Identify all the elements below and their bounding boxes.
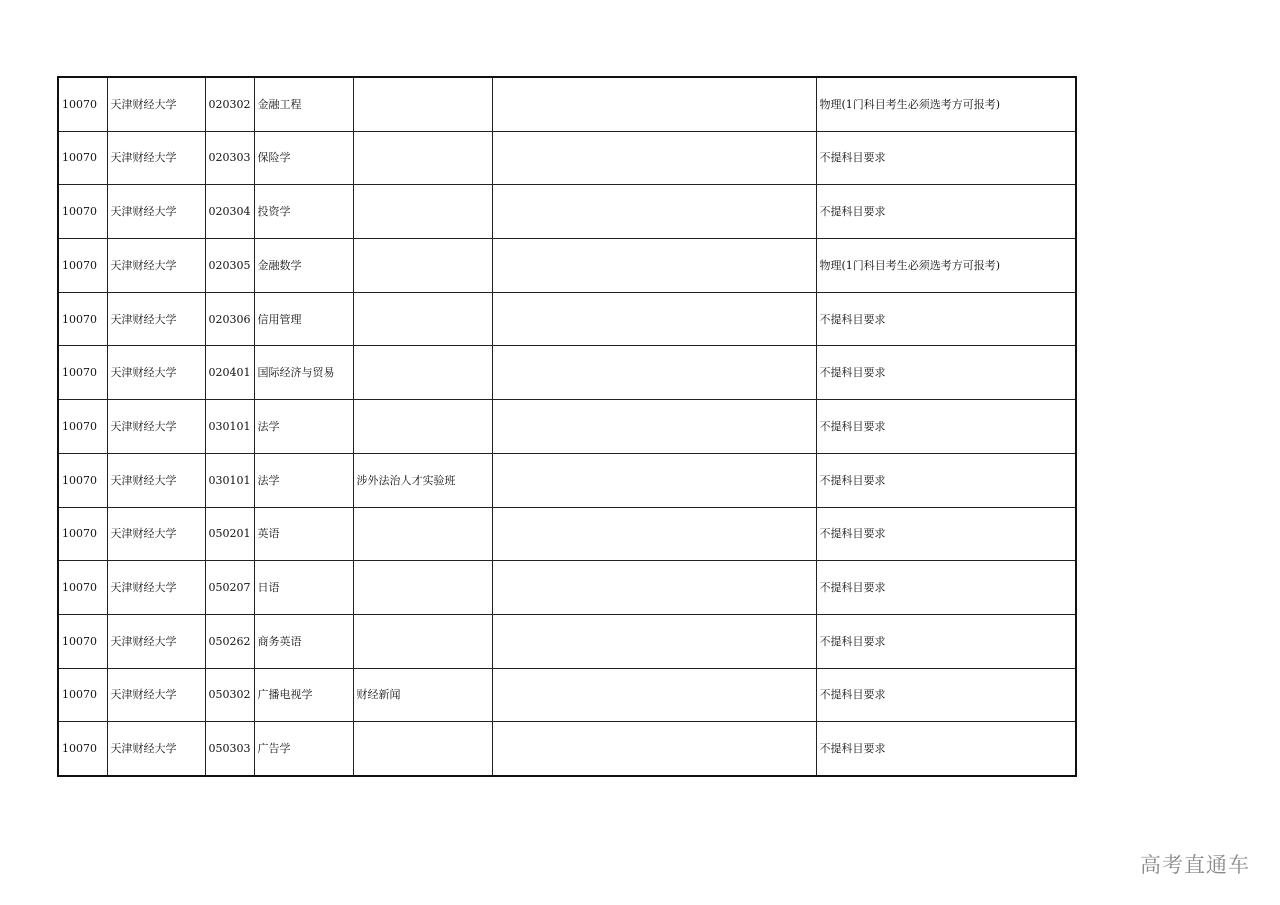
cell-requirement: 物理(1门科目考生必须选考方可报考) <box>816 77 1076 131</box>
cell-note <box>492 722 816 776</box>
cell-note <box>492 614 816 668</box>
cell-major-code: 050201 <box>205 507 254 561</box>
table-row <box>58 507 1076 561</box>
cell-major: 广播电视学 <box>254 668 353 722</box>
cell-note <box>492 77 816 131</box>
cell-note <box>492 239 816 293</box>
cell-school-code: 10070 <box>58 77 107 131</box>
cell-school: 天津财经大学 <box>107 239 205 293</box>
cell-school: 天津财经大学 <box>107 614 205 668</box>
cell-note <box>492 400 816 454</box>
cell-direction: 财经新闻 <box>353 668 492 722</box>
table-row <box>58 400 1076 454</box>
cell-note <box>492 292 816 346</box>
cell-school-code: 10070 <box>58 668 107 722</box>
cell-major: 国际经济与贸易 <box>254 346 353 400</box>
cell-school: 天津财经大学 <box>107 185 205 239</box>
cell-requirement: 不提科目要求 <box>816 185 1076 239</box>
table-row <box>58 185 1076 239</box>
cell-note <box>492 185 816 239</box>
cell-direction <box>353 131 492 185</box>
table-row <box>58 239 1076 293</box>
cell-requirement: 不提科目要求 <box>816 131 1076 185</box>
cell-requirement: 物理(1门科目考生必须选考方可报考) <box>816 239 1076 293</box>
cell-major-code: 030101 <box>205 400 254 454</box>
cell-major-code: 050303 <box>205 722 254 776</box>
cell-major-code: 020306 <box>205 292 254 346</box>
cell-major: 信用管理 <box>254 292 353 346</box>
cell-direction <box>353 614 492 668</box>
cell-school: 天津财经大学 <box>107 453 205 507</box>
cell-note <box>492 507 816 561</box>
cell-requirement: 不提科目要求 <box>816 453 1076 507</box>
cell-school: 天津财经大学 <box>107 668 205 722</box>
table-row <box>58 453 1076 507</box>
cell-major-code: 020401 <box>205 346 254 400</box>
cell-direction <box>353 185 492 239</box>
cell-school: 天津财经大学 <box>107 507 205 561</box>
cell-major: 金融数学 <box>254 239 353 293</box>
cell-major: 投资学 <box>254 185 353 239</box>
cell-major: 英语 <box>254 507 353 561</box>
cell-requirement: 不提科目要求 <box>816 722 1076 776</box>
cell-direction <box>353 722 492 776</box>
cell-major: 法学 <box>254 453 353 507</box>
cell-requirement: 不提科目要求 <box>816 292 1076 346</box>
cell-school-code: 10070 <box>58 292 107 346</box>
table-body <box>58 77 1076 776</box>
cell-school: 天津财经大学 <box>107 400 205 454</box>
cell-direction <box>353 507 492 561</box>
cell-direction <box>353 77 492 131</box>
cell-school: 天津财经大学 <box>107 131 205 185</box>
cell-direction <box>353 292 492 346</box>
table-row <box>58 292 1076 346</box>
table-row <box>58 346 1076 400</box>
cell-school-code: 10070 <box>58 185 107 239</box>
cell-major: 广告学 <box>254 722 353 776</box>
table-row <box>58 561 1076 615</box>
cell-school-code: 10070 <box>58 561 107 615</box>
table-row <box>58 131 1076 185</box>
cell-note <box>492 668 816 722</box>
cell-school: 天津财经大学 <box>107 722 205 776</box>
cell-note <box>492 561 816 615</box>
cell-note <box>492 131 816 185</box>
cell-school-code: 10070 <box>58 346 107 400</box>
table-row <box>58 614 1076 668</box>
cell-requirement: 不提科目要求 <box>816 614 1076 668</box>
cell-school-code: 10070 <box>58 131 107 185</box>
cell-major: 法学 <box>254 400 353 454</box>
cell-major-code: 020303 <box>205 131 254 185</box>
cell-school: 天津财经大学 <box>107 77 205 131</box>
cell-school: 天津财经大学 <box>107 292 205 346</box>
cell-requirement: 不提科目要求 <box>816 346 1076 400</box>
cell-major-code: 020305 <box>205 239 254 293</box>
cell-requirement: 不提科目要求 <box>816 668 1076 722</box>
cell-direction <box>353 561 492 615</box>
cell-school: 天津财经大学 <box>107 346 205 400</box>
cell-school-code: 10070 <box>58 239 107 293</box>
cell-major-code: 050207 <box>205 561 254 615</box>
cell-major: 保险学 <box>254 131 353 185</box>
cell-school-code: 10070 <box>58 722 107 776</box>
cell-direction: 涉外法治人才实验班 <box>353 453 492 507</box>
table-row <box>58 722 1076 776</box>
cell-note <box>492 453 816 507</box>
cell-school-code: 10070 <box>58 400 107 454</box>
cell-note <box>492 346 816 400</box>
cell-requirement: 不提科目要求 <box>816 400 1076 454</box>
cell-major-code: 030101 <box>205 453 254 507</box>
cell-requirement: 不提科目要求 <box>816 507 1076 561</box>
subject-requirements-table <box>57 76 1077 777</box>
cell-major-code: 050262 <box>205 614 254 668</box>
cell-major-code: 020304 <box>205 185 254 239</box>
cell-major-code: 020302 <box>205 77 254 131</box>
cell-major-code: 050302 <box>205 668 254 722</box>
cell-direction <box>353 239 492 293</box>
cell-school-code: 10070 <box>58 507 107 561</box>
cell-direction <box>353 346 492 400</box>
cell-school: 天津财经大学 <box>107 561 205 615</box>
table-row <box>58 77 1076 131</box>
cell-direction <box>353 400 492 454</box>
cell-major: 金融工程 <box>254 77 353 131</box>
cell-major: 商务英语 <box>254 614 353 668</box>
table-row <box>58 668 1076 722</box>
cell-major: 日语 <box>254 561 353 615</box>
cell-school-code: 10070 <box>58 614 107 668</box>
cell-requirement: 不提科目要求 <box>816 561 1076 615</box>
cell-school-code: 10070 <box>58 453 107 507</box>
watermark-text: 高考直通车 <box>1140 853 1250 877</box>
